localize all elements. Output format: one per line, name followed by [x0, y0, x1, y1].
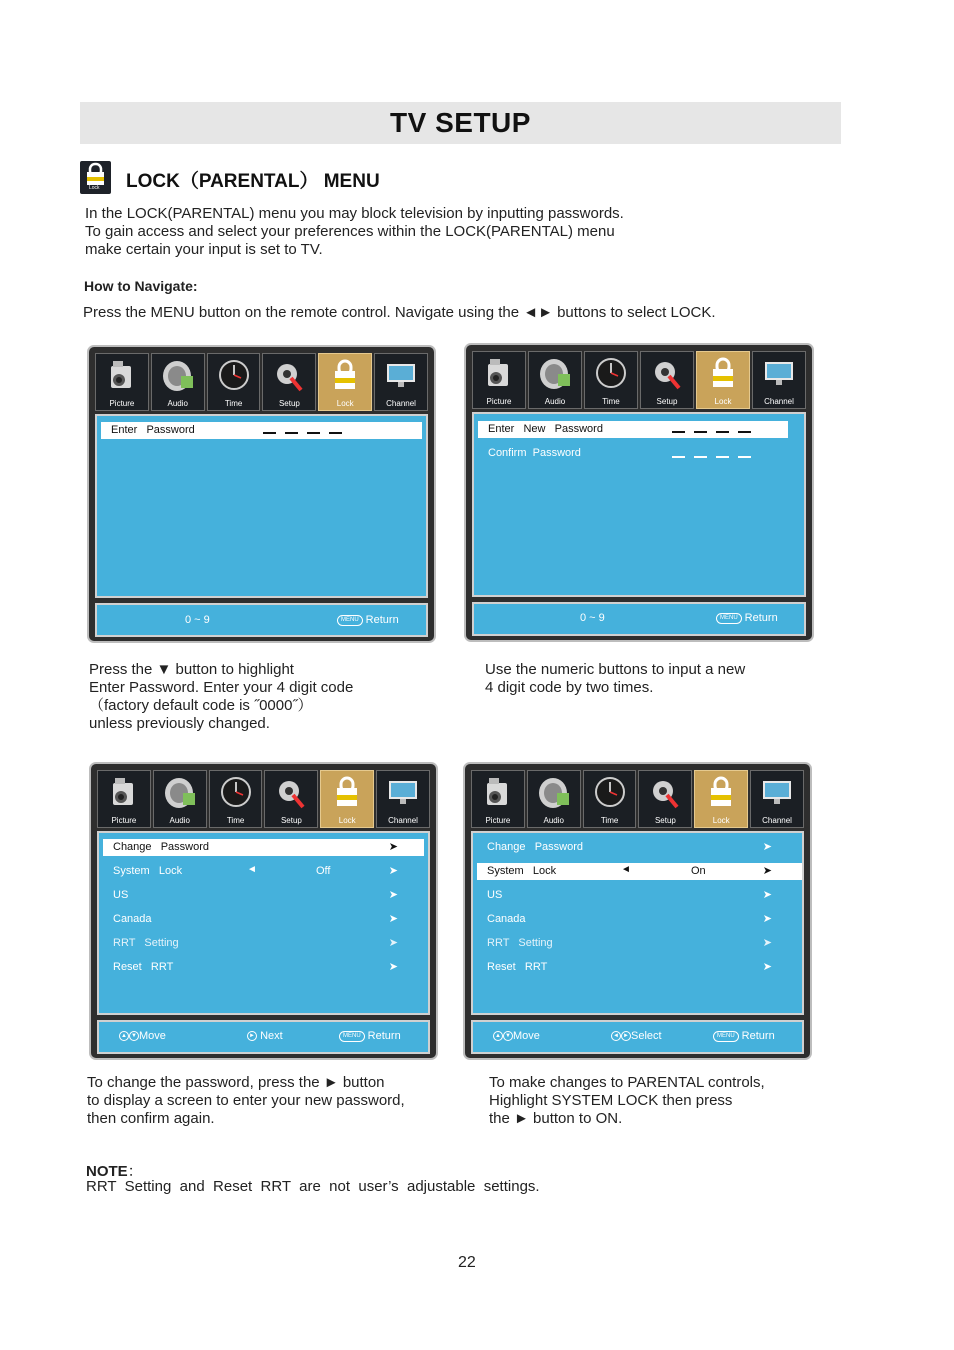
- footer-move-label: Move: [139, 1030, 166, 1042]
- menu-badge: MENU: [716, 613, 742, 624]
- down-button-icon: ▼: [503, 1031, 513, 1041]
- row-label: Canada: [113, 913, 152, 925]
- tab-setup[interactable]: [640, 351, 694, 409]
- tab-label: Lock: [336, 399, 354, 408]
- tab-label: Time: [226, 816, 245, 825]
- footer-hint-digits: 0 ~ 9: [185, 614, 210, 626]
- tab-setup[interactable]: [262, 353, 316, 411]
- arrow-right-icon: ➤: [762, 889, 772, 901]
- tab-setup[interactable]: [638, 770, 692, 828]
- intro-line: make certain your input is set to TV.: [85, 241, 323, 258]
- footer-move: [119, 1030, 166, 1042]
- tab-label: Setup: [654, 816, 676, 825]
- arrow-right-icon: ➤: [388, 865, 398, 877]
- row-label: Canada: [487, 913, 526, 925]
- tab-label: Time: [602, 397, 620, 406]
- arrow-left-icon: ◄: [621, 864, 631, 875]
- tv-screen-enter-password: [87, 345, 436, 643]
- up-button-icon: ▲: [493, 1031, 503, 1041]
- menu-badge: MENU: [337, 615, 363, 626]
- arrow-right-icon: ➤: [762, 841, 772, 853]
- footer-return-label: Return: [744, 612, 778, 624]
- system-lock-value: On: [691, 865, 706, 877]
- tab-label: Picture: [109, 399, 135, 408]
- footer-select-label: Select: [631, 1030, 662, 1042]
- tab-label: Channel: [762, 816, 792, 825]
- tv-menu-tabs: [471, 770, 804, 828]
- tab-label: Channel: [386, 399, 416, 408]
- tab-time[interactable]: [207, 353, 261, 411]
- caption-line: the ► button to ON.: [489, 1110, 623, 1127]
- arrow-right-icon: ➤: [388, 841, 398, 853]
- row-label: Confirm Password: [488, 447, 581, 459]
- tv-footer: [472, 602, 806, 636]
- row-label: US: [113, 889, 129, 901]
- change-password-row[interactable]: [103, 839, 424, 856]
- row-label: US: [487, 889, 503, 901]
- tv-menu-tabs: [472, 351, 806, 409]
- tv-menu-tabs: [97, 770, 430, 828]
- arrow-left-icon: ◄: [247, 864, 257, 875]
- tab-picture[interactable]: [472, 351, 526, 409]
- page-title-bar: [80, 102, 841, 144]
- digit-slot: [738, 431, 751, 433]
- system-lock-row[interactable]: [477, 863, 802, 880]
- row-label: Reset RRT: [113, 961, 174, 973]
- tab-time[interactable]: [209, 770, 263, 828]
- footer-return-label: Return: [367, 1030, 401, 1042]
- footer-next: [247, 1030, 283, 1042]
- tab-label: Audio: [544, 397, 566, 406]
- tab-label: Time: [224, 399, 243, 408]
- footer-move-label: Move: [513, 1030, 540, 1042]
- tab-label: Audio: [543, 816, 564, 825]
- down-button-icon: ▼: [129, 1031, 139, 1041]
- digit-slot: [738, 456, 751, 458]
- tab-label: Channel: [388, 816, 418, 825]
- row-label: Change Password: [487, 841, 583, 853]
- arrow-right-icon: ➤: [762, 913, 772, 925]
- page-title: TV SETUP: [390, 107, 531, 138]
- rrt-setting-row[interactable]: [103, 935, 424, 952]
- row-label: RRT Setting: [113, 937, 179, 949]
- intro-paragraph: [85, 205, 624, 259]
- footer-move: [493, 1030, 540, 1042]
- caption-line: Use the numeric buttons to input a new: [485, 661, 746, 678]
- footer-return-label: Return: [741, 1030, 775, 1042]
- digit-slot: [329, 432, 342, 434]
- tab-lock[interactable]: [318, 353, 372, 411]
- tab-label: Setup: [656, 397, 678, 406]
- tab-label: Picture: [111, 816, 137, 825]
- us-row[interactable]: [103, 887, 424, 904]
- footer-return: [716, 612, 778, 624]
- intro-line: In the LOCK(PARENTAL) menu you may block television by inputting passwords.: [85, 205, 624, 222]
- arrow-right-icon: ➤: [388, 937, 398, 949]
- tab-setup[interactable]: [264, 770, 318, 828]
- digit-slot: [694, 456, 707, 458]
- tv-menu-panel: [95, 414, 428, 598]
- tab-channel[interactable]: [376, 770, 430, 828]
- caption-enter-password: [89, 661, 353, 733]
- tab-label: Lock: [712, 816, 730, 825]
- section-title: LOCK（PARENTAL） MENU: [126, 171, 380, 192]
- tv-menu-panel: [472, 412, 806, 597]
- footer-return-label: Return: [365, 614, 399, 626]
- menu-badge: MENU: [339, 1031, 365, 1042]
- tab-audio[interactable]: [527, 770, 581, 828]
- row-label: Enter Password: [111, 424, 195, 436]
- tab-time[interactable]: [583, 770, 637, 828]
- footer-next-label: Next: [260, 1030, 283, 1042]
- tv-screen-lock-menu-off: [89, 762, 438, 1060]
- tv-menu-panel: [97, 831, 430, 1015]
- tab-label: Audio: [167, 399, 188, 408]
- caption-line: To change the password, press the ► button: [87, 1074, 385, 1091]
- tab-picture[interactable]: [95, 353, 149, 411]
- tab-label: Time: [600, 816, 619, 825]
- enter-password-row[interactable]: [101, 422, 422, 439]
- lock-icon-label: Lock: [89, 185, 100, 191]
- right-button-icon: ►: [621, 1031, 631, 1041]
- tv-footer: [471, 1020, 804, 1054]
- change-password-row[interactable]: [477, 839, 798, 856]
- arrow-right-icon: ➤: [762, 937, 772, 949]
- digit-slot: [672, 456, 685, 458]
- tab-lock[interactable]: [320, 770, 374, 828]
- caption-line: to display a screen to enter your new password,: [87, 1092, 405, 1109]
- reset-rrt-row[interactable]: [477, 959, 798, 976]
- system-lock-row[interactable]: [103, 863, 424, 880]
- row-label: Enter New Password: [488, 423, 603, 435]
- caption-line: Highlight SYSTEM LOCK then press: [489, 1092, 733, 1109]
- caption-system-lock: [489, 1074, 765, 1128]
- tv-footer: [97, 1020, 430, 1054]
- arrow-right-icon: ➤: [388, 889, 398, 901]
- digit-slot: [716, 456, 729, 458]
- row-label: Change Password: [113, 841, 209, 853]
- menu-badge: MENU: [713, 1031, 739, 1042]
- tv-footer: [95, 603, 428, 637]
- caption-line: Enter Password. Enter your 4 digit code: [89, 679, 354, 696]
- arrow-right-icon: ➤: [762, 961, 772, 973]
- digit-slot: [307, 432, 320, 434]
- intro-line: To gain access and select your preferences within the LOCK(PARENTAL) menu: [85, 223, 615, 240]
- tab-label: Picture: [486, 397, 512, 406]
- lock-icon: [80, 161, 111, 194]
- caption-line: unless previously changed.: [89, 715, 270, 732]
- rrt-setting-row[interactable]: [477, 935, 798, 952]
- tab-audio[interactable]: [528, 351, 582, 409]
- system-lock-value: Off: [316, 865, 331, 877]
- tab-picture[interactable]: [471, 770, 525, 828]
- tv-menu-tabs: [95, 353, 428, 411]
- footer-hint-digits: 0 ~ 9: [580, 612, 605, 624]
- up-button-icon: ▲: [119, 1031, 129, 1041]
- tab-lock[interactable]: [696, 351, 750, 409]
- page-number: 22: [458, 1254, 476, 1271]
- digit-slot: [716, 431, 729, 433]
- tv-screen-lock-menu-on: [463, 762, 812, 1060]
- tab-label: Channel: [764, 397, 794, 406]
- us-row[interactable]: [477, 887, 798, 904]
- arrow-right-icon: ➤: [388, 961, 398, 973]
- footer-return: [339, 1030, 401, 1042]
- left-button-icon: ◄: [611, 1031, 621, 1041]
- digit-slot: [285, 432, 298, 434]
- tab-picture[interactable]: [97, 770, 151, 828]
- tv-menu-panel: [471, 831, 804, 1015]
- tab-label: Setup: [278, 399, 300, 408]
- footer-select: [611, 1030, 662, 1042]
- row-label: Reset RRT: [487, 961, 548, 973]
- caption-line: To make changes to PARENTAL controls,: [489, 1074, 765, 1091]
- caption-line: then confirm again.: [87, 1110, 215, 1127]
- caption-line: （factory default code is ˝0000˝）: [89, 697, 313, 714]
- how-to-text: Press the MENU button on the remote control. Navigate using the ◄► buttons to select LOCK.: [83, 304, 716, 321]
- caption-change-password: [87, 1074, 405, 1128]
- row-label: RRT Setting: [487, 937, 553, 949]
- tab-channel[interactable]: [750, 770, 804, 828]
- reset-rrt-row[interactable]: [103, 959, 424, 976]
- caption-line: 4 digit code by two times.: [485, 679, 654, 696]
- footer-return: [337, 614, 399, 626]
- how-to-heading: How to Navigate:: [84, 278, 198, 294]
- tab-lock[interactable]: [694, 770, 748, 828]
- confirm-password-row[interactable]: [478, 445, 800, 462]
- new-password-row[interactable]: [478, 421, 788, 438]
- tab-label: Lock: [714, 397, 732, 406]
- note-text: RRT Setting and Reset RRT are not user’s adjustable settings.: [86, 1178, 540, 1195]
- tab-audio[interactable]: [151, 353, 205, 411]
- digit-slot: [672, 431, 685, 433]
- canada-row[interactable]: [103, 911, 424, 928]
- footer-return: [713, 1030, 775, 1042]
- right-button-icon: ►: [247, 1031, 257, 1041]
- tab-audio[interactable]: [153, 770, 207, 828]
- canada-row[interactable]: [477, 911, 798, 928]
- tab-label: Picture: [485, 816, 511, 825]
- tab-label: Lock: [338, 816, 356, 825]
- note-colon: ：: [127, 1163, 143, 1180]
- arrow-right-icon: ➤: [388, 913, 398, 925]
- caption-new-password: [485, 661, 745, 697]
- arrow-right-icon: ➤: [762, 865, 772, 877]
- row-label: System Lock: [113, 865, 183, 877]
- row-label: System Lock: [487, 865, 557, 877]
- digit-slot: [694, 431, 707, 433]
- tab-label: Audio: [169, 816, 190, 825]
- tv-screen-new-password: [464, 343, 814, 642]
- caption-line: Press the ▼ button to highlight: [89, 661, 294, 678]
- digit-slot: [263, 432, 276, 434]
- tab-time[interactable]: [584, 351, 638, 409]
- tab-channel[interactable]: [374, 353, 428, 411]
- tab-channel[interactable]: [752, 351, 806, 409]
- note-label: NOTE: [86, 1163, 128, 1180]
- tab-label: Setup: [280, 816, 302, 825]
